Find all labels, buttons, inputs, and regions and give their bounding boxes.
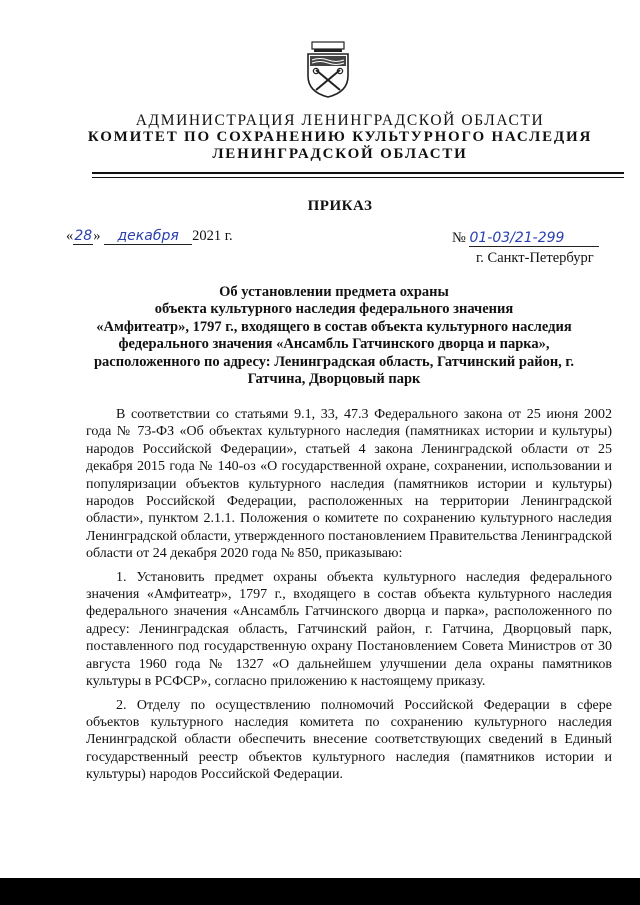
order-title: ПРИКАЗ: [307, 198, 373, 214]
date-open-quote: «: [66, 228, 74, 244]
body-paragraph-preamble: В соответствии со статьями 9.1, 33, 47.3 Федерального закона от 25 июня 2002 года № 73-ФЗ «Об объектах культурного наследия (памятниках истории и культуры) народов Российской Федерации», статьей 4 закона Ленинградской области от 25 декабря 2015 года № 140-оз «О государственной охране, сохранении, использовании и популяризации объектов культурного наследия (памятников истории и культуры) народов Российской Федерации, расположенных на территории Ленинградской области», пунктом 2.1.1. Положения о комитете по сохранению культурного наследия Ленинградской области, утвержденного постановлением Правительства Ленинградской области от 24 декабря 2020 года № 850, приказываю:: [86, 407, 612, 562]
date-day: 28: [74, 228, 93, 244]
number-label: №: [452, 230, 466, 246]
administration-name: АДМИНИСТРАЦИЯ ЛЕНИНГРАДСКОЙ ОБЛАСТИ: [135, 112, 545, 129]
number-value: 01-03/21-299: [469, 230, 599, 247]
subject-line: расположенного по адресу: Ленинградская область, Гатчинский район, г.: [93, 353, 575, 370]
order-body: [86, 406, 612, 790]
scan-bottom-edge: [0, 878, 640, 905]
subject-line: федерального значения «Ансамбль Гатчинского дворца и парка»,: [118, 336, 550, 353]
subject-line: «Амфитеатр», 1797 г., входящего в состав объекта культурного наследия: [96, 318, 572, 335]
committee-name: КОМИТЕТ ПО СОХРАНЕНИЮ КУЛЬТУРНОГО НАСЛЕДИЯ: [87, 129, 593, 145]
subject-line: Гатчина, Дворцовый парк: [247, 371, 421, 388]
date-month: декабря: [104, 228, 192, 245]
header-rule-thin: [92, 177, 624, 178]
order-number: [452, 230, 599, 247]
subject-line: объекта культурного наследия федерального значения: [154, 301, 514, 318]
order-subject: [84, 284, 584, 388]
header-rule-thick: [92, 172, 624, 174]
order-city: г. Санкт-Петербург: [476, 250, 594, 266]
date-year: 2021 г.: [192, 228, 233, 244]
committee-region: ЛЕНИНГРАДСКОЙ ОБЛАСТИ: [212, 146, 468, 162]
body-paragraph-item-1: 1. Установить предмет охраны объекта культурного наследия федерального значения «Амфитеатр», 1797 г., входящего в состав объекта культурного наследия федерального значения «Ансамбль Гатчинского дворца и парка», расположенного по адресу: Ленинградская область, Гатчинский район, г. Гатчина, Дворцовый парк, поставленного под государственную охрану Постановлением Совета Министров от 30 августа 1960 года № 1327 «О дальнейшем улучшении дела охраны памятников культуры в РСФСР», согласно приложению к настоящему приказу.: [86, 569, 612, 690]
order-date: [66, 228, 233, 245]
coat-of-arms-icon: [304, 40, 352, 98]
date-close-quote: »: [93, 228, 101, 244]
subject-line: Об установлении предмета охраны: [219, 284, 449, 300]
body-paragraph-item-2: 2. Отделу по осуществлению полномочий Российской Федерации в сфере объектов культурного наследия комитета по сохранению культурного наследия Ленинградской области обеспечить внесение соответствующих сведений в Единый государственный реестр объектов культурного наследия (памятников истории и культуры) народов Российской Федерации.: [86, 697, 612, 783]
